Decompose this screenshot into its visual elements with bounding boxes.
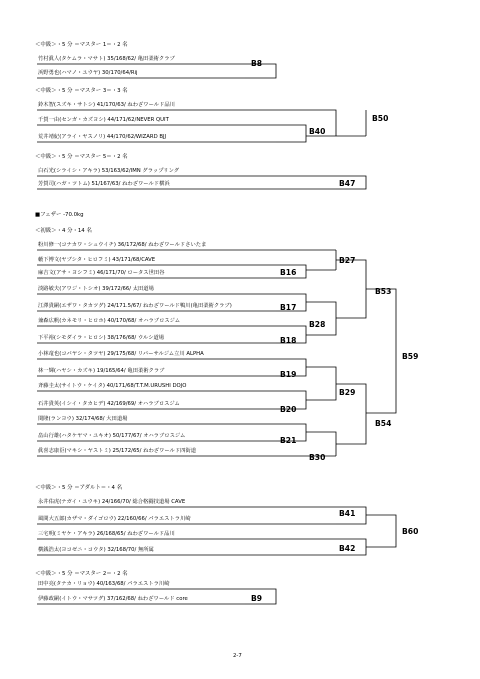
entry: 風間大五郎(カザマ・ダイゴロウ) 22/160/66/ パラエストラ川崎 [38, 516, 191, 522]
bracket-label: B9 [251, 594, 263, 603]
entry: 畠山行雄(ハタケヤマ・ユキオ) 50/177/67/ オハラブロスジム [38, 433, 186, 439]
entry: 麻吉文(アサ・ヨシフミ) 46/171/70/ ロータス世田谷 [38, 270, 165, 276]
entry: 江澤貴嗣(エザワ・タカツグ) 24/171.5/67/ ねわざワールド鴨川(亀田柔術クラブ) [38, 303, 232, 309]
entry: 下平裕(シモダイラ・ヒロシ) 38/176/68/ ウルシ道場 [38, 335, 165, 341]
entry: 藪下博文(ヤブシタ・ヒロフミ) 43/171/68/CAVE [38, 257, 156, 263]
section-header: ＜中級＞・5 分 ＝マスター 1＝・2 名 [35, 42, 128, 48]
entry: 兼森広帆(カネモリ・ヒロホ) 40/170/68/ オハラブロスジム [38, 318, 181, 324]
bracket-label: B53 [375, 287, 392, 296]
entry: 粉川修一(コナカワ・シュウイチ) 36/172/68/ ねわざワールドさいたま [38, 242, 207, 248]
entry: 横銭浩太(ヨコゼニ・コウタ) 32/168/70/ 無所属 [38, 547, 154, 553]
entry: 鈴木智(スズキ・サトシ) 41/170/63/ ねわざワールド品川 [38, 102, 175, 108]
bracket-label: B42 [339, 544, 356, 553]
section-header: ■フェザー -70.0kg [35, 212, 84, 218]
section-header: ＜初級＞・4 分・14 名 [35, 228, 92, 234]
bracket-label: B18 [280, 336, 297, 345]
section-header: ＜中級＞・5 分 ＝アダルト＝・4 名 [35, 485, 123, 491]
entry: 閔隆(ランヨウ) 32/174/68/ 大田道場 [38, 416, 128, 422]
entry: 田中亮(タナカ・リョウ) 40/163/68/ パラエストラ川崎 [38, 581, 170, 587]
entry: 浜野勇也(ハマノ・ユウヤ) 30/170/64/Rij [38, 70, 138, 76]
bracket-label: B27 [339, 256, 356, 265]
bracket-label: B50 [372, 114, 389, 123]
entry: 斉藤圭太(サイトウ・ケイタ) 40/171/68/T.T.M.URUSHI DOJO [38, 383, 187, 389]
bracket-label: B30 [309, 453, 326, 462]
entry: 小林竜也(コバヤシ・タツヤ) 29/175/68/ リバーサルジム立川 ALPHA [38, 351, 204, 357]
bracket-label: B60 [402, 527, 419, 536]
bracket-label: B41 [339, 509, 356, 518]
section-header: ＜中級＞・5 分 ＝マスター 3＝・3 名 [35, 88, 128, 94]
bracket-label: B59 [402, 352, 419, 361]
entry: 白石光(シライシ・アキラ) 53/163/62/IMN グラップリング [38, 168, 180, 174]
entry: 淡路敏夫(アワジ・トシオ) 39/172/66/ 太田道場 [38, 286, 154, 292]
entry: 荒井靖紀(アライ・ヤスノリ) 44/170/62/WIZARD BJJ [38, 134, 167, 140]
bracket-label: B16 [280, 268, 297, 277]
entry: 伊藤政嗣(イトウ・マサツグ) 37/162/68/ ねわざワールド core [38, 596, 188, 602]
bracket-label: B54 [375, 419, 392, 428]
bracket-label: B29 [339, 388, 356, 397]
entry: 竹村眞人(タケムラ・マサト) 35/168/62/ 亀田柔術クラブ [38, 56, 175, 62]
bracket-label: B28 [309, 320, 326, 329]
entry: 林一輝(ハヤシ・カズキ) 19/165/64/ 亀田柔術クラブ [38, 368, 165, 374]
bracket-label: B8 [251, 59, 263, 68]
bracket-label: B47 [339, 179, 356, 188]
entry: 石井貴英(イシイ・タカヒデ) 42/169/69/ オハラブロスジム [38, 401, 180, 407]
section-header: ＜中級＞・5 分 ＝マスター 5＝・2 名 [35, 154, 128, 160]
entry: 芳賀司(ハガ・ツトム) 51/167/63/ ねわざワールド横浜 [38, 181, 170, 187]
section-header: ＜中級＞・5 分 ＝マスター 2＝・2 名 [35, 571, 128, 577]
bracket-label: B19 [280, 370, 297, 379]
page-number: 2-7 [233, 653, 242, 659]
bracket-label: B21 [280, 436, 297, 445]
entry: 三宅明(ミヤケ・アキラ) 26/168/65/ ねわざワールド品川 [38, 531, 175, 537]
bracket-label: B20 [280, 405, 297, 414]
entry: 永井佑虎(ナガイ・ユウキ) 24/166/70/ 総合格闘技道場 CAVE [38, 499, 186, 505]
entry: 眞喜志康臣(マキシ・ヤストミ) 25/172/65/ ねわざワールド四街道 [38, 448, 197, 454]
bracket-label: B17 [280, 303, 297, 312]
bracket-label: B40 [309, 127, 326, 136]
entry: 千賀一由(センガ・カズヨシ) 44/171/62/NEVER QUIT [38, 117, 169, 123]
